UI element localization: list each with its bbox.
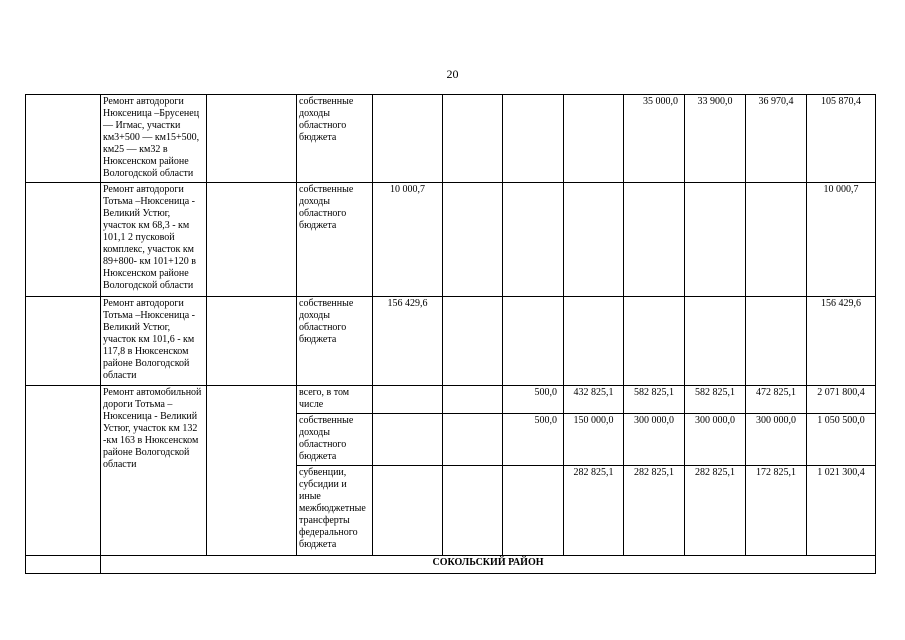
value-2020-cell <box>746 183 807 297</box>
total-cell: 156 429,6 <box>807 297 876 386</box>
object-name-cell: Ремонт автодороги Нюксеница –Брусенец — Игмас, участки км3+500 — км15+500, км25 — км32 в Нюксенском районе Вологодской области <box>101 95 207 183</box>
value-2014-cell <box>373 466 443 556</box>
budget-table <box>25 94 876 574</box>
value-2017-cell: 282 825,1 <box>564 466 624 556</box>
value-2019-cell: 582 825,1 <box>685 386 746 414</box>
funding-source-cell: собственные доходы областного бюджета <box>297 183 373 297</box>
value-2019-cell <box>685 183 746 297</box>
empty-cell <box>207 183 297 297</box>
value-2018-cell: 582 825,1 <box>624 386 685 414</box>
value-2016-cell <box>503 297 564 386</box>
value-2020-cell: 36 970,4 <box>746 95 807 183</box>
value-2018-cell <box>624 297 685 386</box>
value-2015-cell <box>443 183 503 297</box>
value-2019-cell: 33 900,0 <box>685 95 746 183</box>
empty-cell <box>26 297 101 386</box>
table-row <box>26 183 876 297</box>
empty-cell <box>26 183 101 297</box>
funding-source-cell: собственные доходы областного бюджета <box>297 95 373 183</box>
value-2018-cell <box>624 183 685 297</box>
value-2019-cell: 300 000,0 <box>685 414 746 466</box>
object-name-cell: Ремонт автодороги Тотьма –Нюксеница - Великий Устюг, участок км 101,6 - км 117,8 в Нюксенском районе Вологодской области <box>101 297 207 386</box>
funding-source-cell: собственные доходы областного бюджета <box>297 297 373 386</box>
total-cell: 2 071 800,4 <box>807 386 876 414</box>
value-2016-cell <box>503 183 564 297</box>
value-2014-cell <box>373 414 443 466</box>
value-2020-cell <box>746 297 807 386</box>
value-2014-cell <box>373 386 443 414</box>
value-2019-cell: 282 825,1 <box>685 466 746 556</box>
district-heading: СОКОЛЬСКИЙ РАЙОН <box>101 556 876 574</box>
value-2018-cell: 282 825,1 <box>624 466 685 556</box>
value-2014-cell: 156 429,6 <box>373 297 443 386</box>
table-row <box>26 386 876 414</box>
value-2016-cell: 500,0 <box>503 414 564 466</box>
value-2020-cell: 172 825,1 <box>746 466 807 556</box>
value-2017-cell <box>564 95 624 183</box>
value-2015-cell <box>443 95 503 183</box>
value-2017-cell <box>564 297 624 386</box>
value-2016-cell <box>503 95 564 183</box>
total-cell: 105 870,4 <box>807 95 876 183</box>
value-2017-cell <box>564 183 624 297</box>
value-2015-cell <box>443 386 503 414</box>
value-2019-cell <box>685 297 746 386</box>
value-2015-cell <box>443 297 503 386</box>
value-2018-cell: 35 000,0 <box>624 95 685 183</box>
value-2014-cell: 10 000,7 <box>373 183 443 297</box>
value-2016-cell <box>503 466 564 556</box>
table-row <box>26 95 876 183</box>
total-cell: 10 000,7 <box>807 183 876 297</box>
page-number: 20 <box>446 67 459 81</box>
empty-cell <box>207 297 297 386</box>
funding-source-cell: собственные доходы областного бюджета <box>297 414 373 466</box>
funding-source-cell: субвенции, субсидии и иные межбюджетные трансферты федерального бюджета <box>297 466 373 556</box>
empty-cell <box>207 95 297 183</box>
table-row <box>26 297 876 386</box>
value-2017-cell: 432 825,1 <box>564 386 624 414</box>
empty-cell <box>26 556 101 574</box>
empty-cell <box>26 386 101 556</box>
total-cell: 1 021 300,4 <box>807 466 876 556</box>
value-2015-cell <box>443 414 503 466</box>
empty-cell <box>26 95 101 183</box>
value-2020-cell: 300 000,0 <box>746 414 807 466</box>
value-2014-cell <box>373 95 443 183</box>
value-2018-cell: 300 000,0 <box>624 414 685 466</box>
value-2020-cell: 472 825,1 <box>746 386 807 414</box>
object-name-cell: Ремонт автомобильной дороги Тотьма – Нюксеница - Великий Устюг, участок км 132 -км 163 в Нюксенском районе Вологодской области <box>101 386 207 556</box>
value-2015-cell <box>443 466 503 556</box>
object-name-cell: Ремонт автодороги Тотьма –Нюксеница - Великий Устюг, участок км 68,3 - км 101,1 2 пусковой комплекс, участок км 89+800- км 101+120 в Нюксенском районе Вологодской области <box>101 183 207 297</box>
district-heading-row <box>26 556 876 574</box>
funding-source-cell: всего, в том числе <box>297 386 373 414</box>
value-2017-cell: 150 000,0 <box>564 414 624 466</box>
empty-cell <box>207 386 297 556</box>
value-2016-cell: 500,0 <box>503 386 564 414</box>
total-cell: 1 050 500,0 <box>807 414 876 466</box>
